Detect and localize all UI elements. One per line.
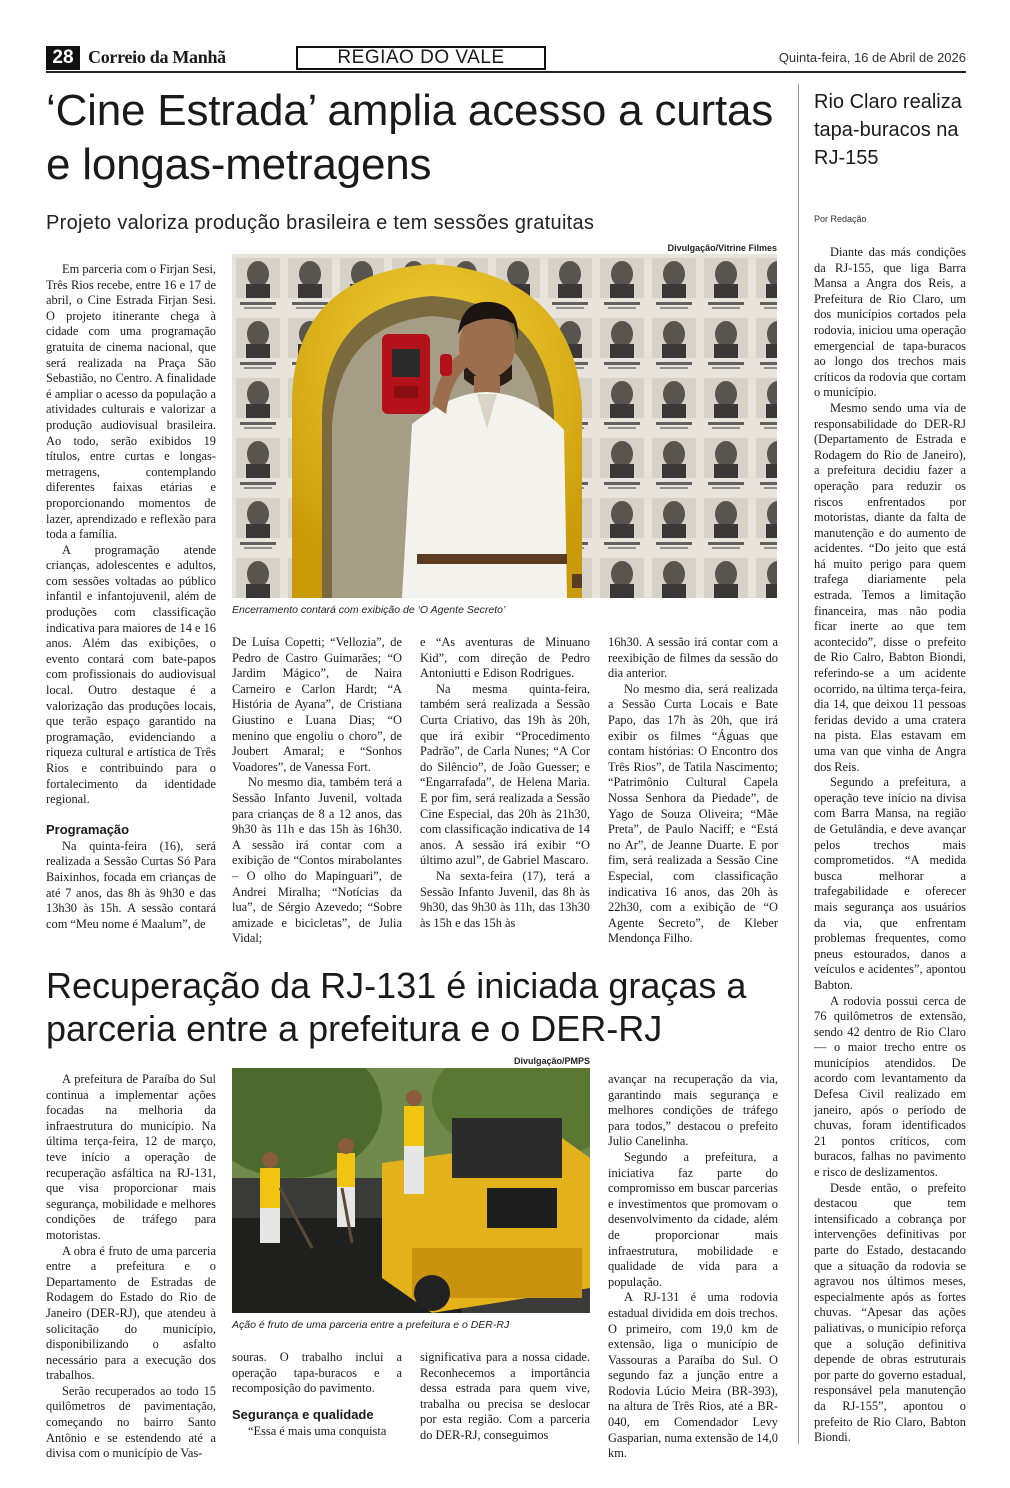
- sidebar-column: [814, 245, 966, 1446]
- article1-photo: [232, 254, 777, 598]
- paragraph: Na sexta-feira (17), terá a Sessão Infanto Juvenil, das 8h às 9h30, das 9h30 às 11h, das 13h30 às 15h e das 15h às: [420, 868, 590, 930]
- sidebar-byline: Por Redação: [814, 214, 867, 224]
- paragraph: A prefeitura de Paraíba do Sul continua a implementar ações focadas na melhoria da infraestrutura do município. Na última terça-feira, 12 de março, teve início a operação de recuperação asfáltica na RJ-131, que visa proporcionar mais segurança, mobilidade e melhores condições de tráfego para motoristas.: [46, 1072, 216, 1242]
- photo-caption: Ação é fruto de uma parceria entre a prefeitura e o DER-RJ: [232, 1319, 510, 1331]
- subheading-seguranca: Segurança e qualidade: [232, 1406, 374, 1422]
- page-number: 28: [46, 46, 80, 70]
- paragraph: Mesmo sendo uma via de responsabilidade do DER-RJ (Departamento de Estrada e Rodagem do Rio de Janeiro), a prefeitura decidiu fazer a operação para reduzir os riscos enfrentados por motoristas, diante da falta de manutenção e do aumento de acidentes. “Do jeito que está há muito perigo para quem trafega diariamente pela estrada. Temos a limitação financeira, mas não podia ficar inerte ao que tem acontecido”, disse o prefeito de Rio Calro, Babton Biondi, referindo-se a um acidente ocorrido, na última terça-feira, dia 14, que deixou 11 pessoas feridas devido a uma cratera na pista. Elas estavam em uma van que vinha de Angra dos Reis.: [814, 400, 966, 774]
- sidebar-divider: [798, 84, 799, 1444]
- paragraph: significativa para a nossa cidade. Reconhecemos a importância dessa estrada para quem vive, trabalha ou precisa se deslocar por esta região. Com a parceria do DER-RJ, conseguimos: [420, 1350, 590, 1442]
- photo-credit: Divulgação/PMPS: [513, 1056, 590, 1066]
- paragraph: e “As aventuras de Minuano Kid”, com direção de Pedro Antoniutti e Edison Rodrigues.: [420, 635, 590, 681]
- paragraph: Serão recuperados ao todo 15 quilômetros de pavimentação, começando no bairro Santo Antônio e se estendendo até a divisa com o município de Vas-: [46, 1383, 216, 1461]
- road-paving-photo: [232, 1068, 590, 1313]
- article2-column-1: [46, 1072, 216, 1462]
- article1-column-3: [420, 635, 590, 931]
- paragraph: Na mesma quinta-feira, também será realizada a Sessão Curta Criativo, das 19h às 20h, que irá exibir “Procedimento Padrão”, de Carla Nunes; “A Cor do Silêncio”, de João Guesser; e “Engarrafada”, de Helena Maria. E por fim, será realizada a Sessão Cine Especial, das 20h às 21h30, com classificação indicativa de 14 anos. A sessão irá exibir “O último azul”, de Gabriel Mascaro.: [420, 681, 590, 868]
- paragraph: Desde então, o prefeito destacou que tem intensificado a cobrança por intervenções definitivas por parte do Estado, destacando que a situação da rodovia se agravou nos últimos meses, especialmente após as fortes chuvas. “Apesar das ações paliativas, o município reforça que a solução definitiva depende de obras estruturais por parte do governo estadual, responsável pela manutenção da RJ-155”, apontou o prefeito de Rio Claro, Babton Biondi.: [814, 1180, 966, 1445]
- paragraph: A rodovia possui cerca de 76 quilômetros de extensão, sendo 42 dentro de Rio Claro — o maior trecho entre os municípios atendidos. De acordo com levantamento da Defesa Civil realizado em janeiro, após o período de chuvas, foram identificados 21 pontos críticos, com buracos, falhas no pavimento e risco de deslizamentos.: [814, 993, 966, 1180]
- man-in-phone-booth-photo: [232, 254, 777, 598]
- paragraph: avançar na recuperação da via, garantindo mais segurança e melhores condições de tráfego para todos,” destacou o prefeito Julio Canelinha.: [608, 1072, 778, 1149]
- paragraph: Segundo a prefeitura, a operação teve início na divisa com Barra Mansa, na região de Getulândia, e deve avançar pelos trechos mais comprometidos. “A medida busca melhorar a trafegabilidade e oferecer mais segurança aos usuários da via, que enfrentam problemas frequentes, como pneus estourados, danos a veículos e acidentes”, apontou Babton.: [814, 775, 966, 992]
- date: Quinta-feira, 16 de Abril de 2026: [778, 50, 966, 65]
- article2-column-2: [232, 1350, 402, 1439]
- photo-credit: Divulgação/Vitrine Filmes: [667, 243, 777, 253]
- paragraph: No mesmo dia, também terá a Sessão Infanto Juvenil, voltada para crianças de 8 a 12 anos, das 9h30 às 11h e das 15h às 16h30. A sessão irá contar com a exibição de “Contos mirabolantes – O olho do Mapinguari”, de Andrei Miralha; “Notícias da lua”, de Sérgio Azevedo; “Sobre amizade e bicicletas”, de Julia Vidal;: [232, 775, 402, 946]
- article1-headline: ‘Cine Estrada’ amplia acesso a curtas e longas-metragens: [46, 86, 774, 189]
- photo-caption: Encerramento contará com exibição de ‘O Agente Secreto’: [232, 604, 506, 616]
- section-label: REGIÃO DO VALE: [296, 46, 546, 70]
- paragraph: A programação atende crianças, adolescentes e adultos, com sessões voltadas ao público infantil e infantojuvenil, além de produções com classificação indicativa para maiores de 14 e 16 anos. Além das exibições, o evento contará com bate-papos com profissionais do audiovisual local. Outro destaque é a valorização das produções locais, que terão espaço garantido na programação, evidenciando a riqueza cultural e artística de Três Rios e contribuindo para o fortalecimento da identidade regional.: [46, 542, 216, 807]
- paragraph: souras. O trabalho inclui a operação tapa-buracos e a recomposição do pavimento.: [232, 1350, 402, 1396]
- paragraph: 16h30. A sessão irá contar com a reexibição de filmes da sessão do dia anterior.: [608, 635, 778, 681]
- article2-headline: Recuperação da RJ-131 é iniciada graças a parceria entre a prefeitura e o DER-RJ: [46, 965, 747, 1049]
- article1-subhead: Projeto valoriza produção brasileira e tem sessões gratuitas: [46, 212, 595, 234]
- paragraph: No mesmo dia, será realizada a Sessão Curta Locais e Bate Papo, das 17h às 20h, que irá exibir os filmes “Águas que contam histórias: O Encontro dos Três Rios”, de Tatila Nascimento; “Patrimônio Cultural Capela Nossa Senhora da Piedade”, de Yago de Souza Oliveira; “Mãe Preta”, de Paulo Naciff; e “Está no Ar”, de Jeanne Duarte. E por fim, será realizada a Sessão Cine Especial, com classificação indicativa 16 anos, das 20h às 22h30, com a exibição de “O Agente Secreto”, de Kleber Mendonça Filho.: [608, 681, 778, 946]
- subheading-programacao: Programação: [46, 821, 130, 837]
- paragraph: “Essa é mais uma conquista: [248, 1423, 387, 1438]
- article2-column-3: [420, 1350, 590, 1444]
- paragraph: Diante das más condições da RJ-155, que liga Barra Mansa a Angra dos Reis, a Prefeitura de Rio Claro, um dos municípios cortados pela rodovia, iniciou uma operação emergencial de tapa-buracos ao longo dos trechos mais críticos da rodovia que cortam o município.: [814, 245, 966, 400]
- article2-column-4: [608, 1072, 778, 1462]
- paragraph: A RJ-131 é uma rodovia estadual dividida em dois trechos. O primeiro, com 19,0 km de extensão, liga o município de Vassouras a Paraíba do Sul. O segundo faz a junção entre a Rodovia Lúcio Meira (BR-393), na altura de Três Rios, até a BR-040, em Comendador Levy Gasparian, numa extensão de 14,0 km.: [608, 1290, 778, 1461]
- header-rule: [46, 71, 966, 73]
- article1-column-2: [232, 635, 402, 947]
- paragraph: De Luísa Copetti; “Vellozia”, de Pedro de Castro Guimarães; “O Jardim Mágico”, de Naira Carneiro e Carlon Hardt; “A História de Ayana”, de Cristiana Giustino e Luana Dias; “O menino que engoliu o choro”, de Joubert Amaral; e “Sonhos Voadores”, de Vanessa Fort.: [232, 635, 402, 774]
- page-header: [46, 46, 966, 72]
- paragraph: Na quinta-feira (16), será realizada a Sessão Curtas Só Para Baixinhos, focada em crianças de até 7 anos, das 8h às 9h30 e das 13h30 às 15h. A sessão contará com “Meu nome é Maalum”, de: [46, 838, 216, 931]
- paper-name: Correio da Manhã: [88, 47, 226, 67]
- sidebar-headline: Rio Claro realiza tapa-buracos na RJ-155: [814, 91, 962, 169]
- article1-column-1: [46, 262, 216, 932]
- article2-photo: [232, 1068, 590, 1313]
- paragraph: Segundo a prefeitura, a iniciativa faz parte do compromisso em buscar parcerias e investimentos que promovam o desenvolvimento da cidade, além de proporcionar mais infraestrutura, mobilidade e qualidade de vida para a população.: [608, 1149, 778, 1289]
- article1-column-4: [608, 635, 778, 947]
- paragraph: A obra é fruto de uma parceria entre a prefeitura e o Departamento de Estradas de Rodagem do Estado do Rio de Janeiro (DER-RJ), que atendeu à solicitação do município, disponibilizando o asfalto necessário para a execução dos trabalhos.: [46, 1243, 216, 1383]
- paragraph: Em parceria com o Firjan Sesi, Três Rios recebe, entre 16 e 17 de abril, o Cine Estrada Firjan Sesi. O projeto itinerante chega à cidade com uma programação gratuita de cinema nacional, que será realizada na Praça São Sebastião, no Centro. A finalidade é ampliar o acesso da população a atividades culturais e valorizar a produção audiovisual brasileira. Ao todo, serão exibidos 19 títulos, entre curtas e longas-metragens, contemplando diferentes faixas etárias e proporcionando momentos de lazer, aprendizado e reflexão para toda a família.: [46, 262, 216, 542]
